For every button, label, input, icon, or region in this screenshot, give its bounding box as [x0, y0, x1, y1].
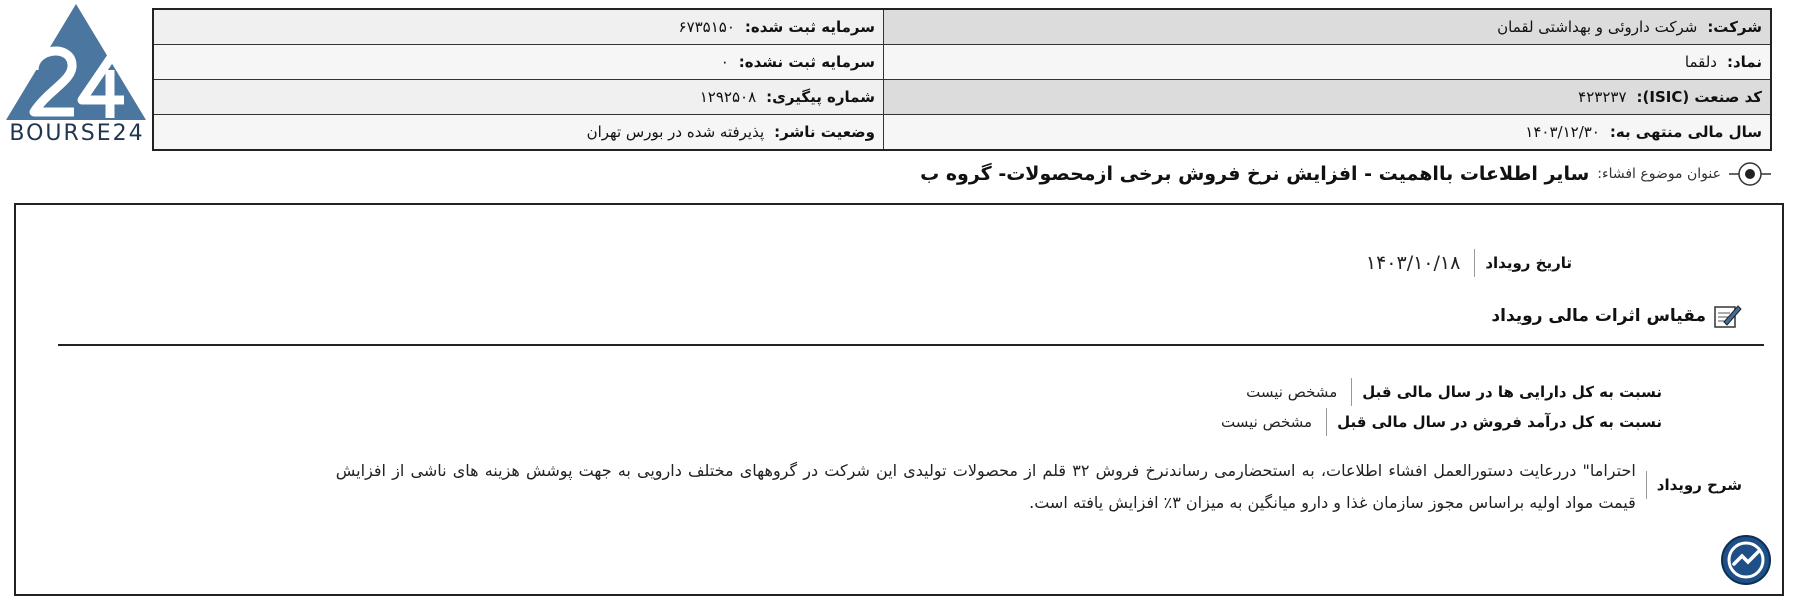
assets-ratio-label: نسبت به کل دارایی ها در سال مالی قبل: [1351, 378, 1662, 406]
info-row-isic: [153, 80, 1771, 115]
isic-cell: [884, 80, 1772, 115]
event-details-box: [14, 203, 1784, 596]
registered-capital-value: ۶۷۳۵۱۵۰: [678, 18, 735, 36]
unregistered-capital-value: ۰: [720, 53, 729, 71]
publisher-status-label: وضعیت ناشر:: [774, 123, 875, 141]
event-date-row: [1366, 249, 1572, 277]
isic-value: ۴۲۳۲۳۷: [1578, 88, 1627, 106]
target-icon: [1729, 160, 1771, 188]
subject-title: سایر اطلاعات بااهمیت - افزایش نرخ فروش برخی ازمحصولات- گروه ب: [920, 163, 1590, 185]
section-divider: [58, 344, 1764, 346]
bourse24-badge-icon[interactable]: [1720, 534, 1772, 586]
isic-label: کد صنعت (ISIC):: [1636, 88, 1762, 106]
tracking-number-cell: [153, 80, 884, 115]
company-cell: [884, 9, 1772, 45]
disclosure-subject: [920, 160, 1771, 188]
info-row-fiscal-year: [153, 115, 1771, 151]
info-row-symbol: [153, 45, 1771, 80]
company-info-table: [152, 8, 1772, 151]
fiscal-year-label: سال مالی منتهی به:: [1609, 123, 1762, 141]
subject-prefix: عنوان موضوع افشاء:: [1597, 166, 1721, 182]
revenue-ratio-value: مشخص نیست: [1221, 413, 1313, 431]
event-date-value: ۱۴۰۳/۱۰/۱۸: [1365, 252, 1461, 274]
logo-text: BOURSE24: [9, 121, 145, 146]
tracking-number-label: شماره پیگیری:: [766, 88, 875, 106]
revenue-ratio-row: [1221, 408, 1662, 436]
publisher-status-value: پذیرفته شده در بورس تهران: [586, 123, 765, 141]
registered-capital-label: سرمایه ثبت شده:: [744, 18, 875, 36]
company-value: شرکت داروئی و بهداشتی لقمان: [1497, 18, 1698, 36]
unregistered-capital-label: سرمایه ثبت نشده:: [738, 53, 875, 71]
symbol-label: نماد:: [1726, 53, 1762, 71]
assets-ratio-row: [1246, 378, 1662, 406]
assets-ratio-value: مشخص نیست: [1246, 383, 1338, 401]
registered-capital-cell: [153, 9, 884, 45]
bourse24-logo: [0, 0, 152, 150]
company-label: شرکت:: [1707, 18, 1762, 36]
bourse24-logo-icon: [0, 0, 152, 125]
event-description-row: [336, 455, 1742, 519]
event-description-value: احتراما" دررعایت دستورالعمل افشاء اطلاعات، به استحضارمی رساندنرخ فروش ۳۲ قلم از محصولات تولیدی این شرکت در گروههای مختلف دارویی به جهت پوشش هزینه های ناشی از افزایش قیمت مواد اولیه براساس مجوز سازمان غذا و دارو میانگین به میزان ۳٪ افزایش یافته است.: [335, 461, 1636, 512]
fiscal-year-cell: [884, 115, 1772, 151]
financial-impact-title: مقیاس اثرات مالی رویداد: [1491, 306, 1706, 326]
event-description-label: شرح رویداد: [1646, 471, 1742, 499]
tracking-number-value: ۱۲۹۲۵۰۸: [699, 88, 757, 106]
revenue-ratio-label: نسبت به کل درآمد فروش در سال مالی قبل: [1326, 408, 1662, 436]
fiscal-year-value: ۱۴۰۳/۱۲/۳۰: [1525, 123, 1600, 141]
symbol-cell: [884, 45, 1772, 80]
edit-note-icon: [1712, 301, 1742, 331]
unregistered-capital-cell: [153, 45, 884, 80]
symbol-value: دلقما: [1684, 53, 1717, 71]
publisher-status-cell: [153, 115, 884, 151]
event-date-label: تاریخ رویداد: [1474, 249, 1572, 277]
financial-impact-heading: [1491, 301, 1742, 331]
info-row-company: [153, 9, 1771, 45]
